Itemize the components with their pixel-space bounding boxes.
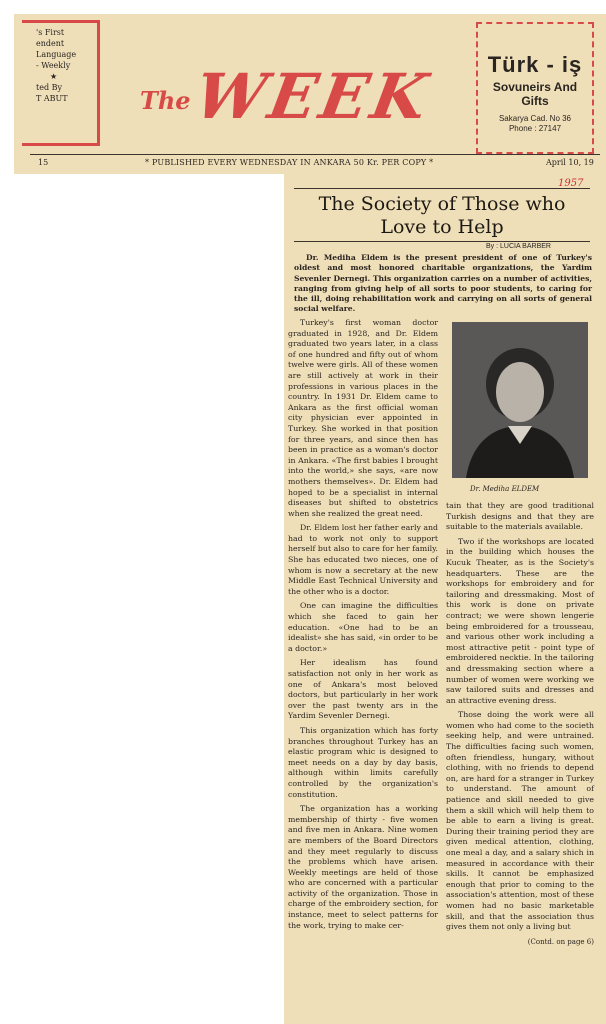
masthead-rule xyxy=(30,154,600,155)
article-lede: Dr. Mediha Eldem is the present president of one of Turkey's oldest and most honored charitable organizations, the Yardim Sevenler Dernegi. This organization carries on a number of activities, ranging from giving help of all sorts to poor students, to caring for the ill, doing rehabilitation work and carrying on all sorts of general social welfare. xyxy=(294,253,592,314)
paragraph: Turkey's first woman doctor graduated in 1928, and Dr. Eldem graduated two years later, in a class of one hundred and fifty out of whom twelve were girls. All of these women are still actively at work in their professions in various places in the country. In 1931 Dr. Eldem came to Ankara as the first official woman city physician ever appointed in Turkey. She worked in that position for three years, and since then has been in practice as a woman's doctor in Ankara. «The first babies I brought into the world,» she says, «are now mothers themselves». Dr. Eldem had hoped to be a specialist in internal diseases but shifted to obstetrics when she realized the great need. xyxy=(288,318,438,518)
continued-note: (Contd. on page 6) xyxy=(527,937,594,946)
ad-phone: Phone : 27147 xyxy=(508,124,562,133)
ad-address: Sakarya Cad. No 36 xyxy=(498,114,572,123)
handwritten-year: 1957 xyxy=(558,178,584,189)
info-line: - Weekly xyxy=(36,61,71,70)
paragraph: This organization which has forty branches throughout Turkey has an elastic program whic is designed to meet needs on a day by day basis, although within limits carefully controlled by the organization's constitution. xyxy=(288,725,438,799)
advertisement-box xyxy=(476,22,594,154)
paragraph: Dr. Eldem lost her father early and had to work not only to support herself but also to care for her family. She has educated two nieces, one of whom is now a secretary at the new Middle East Technical University and the other who is a doctor. xyxy=(288,523,438,596)
issue-date: April 10, 19 xyxy=(546,158,594,167)
paragraph: One can imagine the difficulties which she faced to gain her education. «One had to be an idealist» she has said, «in order to be a doctor.» xyxy=(288,601,438,653)
portrait-photo xyxy=(452,322,588,478)
info-line: ted By xyxy=(36,83,63,92)
page-number: 15 xyxy=(38,158,49,167)
paragraph: Those doing the work were all women who had come to the societh seeking help, and were untrained. The difficulties facing such women, often friendless, hungary, without clothing, with no friends to depend on, are hard for a stranger in Turkey to understand. The amount of patience and skill needed to give them a skill which will help them to be able to earn a living is great. During their training period they are given medical attention, clothing, one meal a day, and a salary shich in measured in accordance with their skills. It cannot be emphasized enough that prior to coming to the association's attention, most of these women had no basic marketable skill, and that the association thus gives them not only a living but xyxy=(446,710,594,932)
masthead-title-week: WEEK xyxy=(189,60,437,133)
paragraph: tain that they are good traditional Turkish designs and that they are suitable to the materials available. xyxy=(446,501,594,532)
byline: By : LUCIA BARBER xyxy=(486,243,551,250)
paragraph: Her idealism has found satisfaction not only in her work as one of Ankara's most beloved doctors, but particularly in her work over the past twenty ars in the Yardim Sevenler Dernegi. xyxy=(288,658,438,721)
star-icon: ★ xyxy=(50,72,58,81)
ad-tagline: Sovuneirs And Gifts xyxy=(492,80,578,108)
publication-line: * PUBLISHED EVERY WEDNESDAY IN ANKARA 50 Kr. PER COPY * xyxy=(145,158,434,167)
paragraph: Two if the workshops are located in the building which houses the Kucuk Theater, as is the Society's headquarters. These are the workshops for embroidery and for tailoring and dressmaking. Most of this work is done on private contract; we were shown lengerie being embroidered for a trousseau, and various other work including a most attractive petit - point type of embroidered necktie. In the tailoring and dressmaking section where a number of women were working we saw tailored suits and dresses and an attractive evening dress. xyxy=(446,536,594,705)
info-line: 's First xyxy=(36,28,65,37)
article-headline: The Society of Those who Love to Help xyxy=(318,193,566,238)
paragraph: The organization has a working membership of thirty - five women and five men in Ankara. Nine women are members of the Board Directors and they meet regularly to discuss the problems which have arisen. Weekly meetings are held of those who are concerned with a particular activity of the organization. Those in charge of the embroidery section, for instance, meet to select patterns for the work, trying to make cer- xyxy=(288,804,438,930)
info-line: Language xyxy=(36,50,77,59)
ad-brand: Türk - iş xyxy=(487,52,583,77)
masthead-info-box xyxy=(22,20,100,146)
portrait-illustration xyxy=(452,322,588,478)
info-line: T ABUT xyxy=(36,94,68,103)
headline-box xyxy=(294,188,590,242)
masthead-title-the: The xyxy=(140,86,191,115)
photo-caption: Dr. Mediha ELDEM xyxy=(470,485,540,493)
left-column xyxy=(288,318,438,935)
info-line: endent xyxy=(36,39,65,48)
right-column xyxy=(446,501,594,947)
